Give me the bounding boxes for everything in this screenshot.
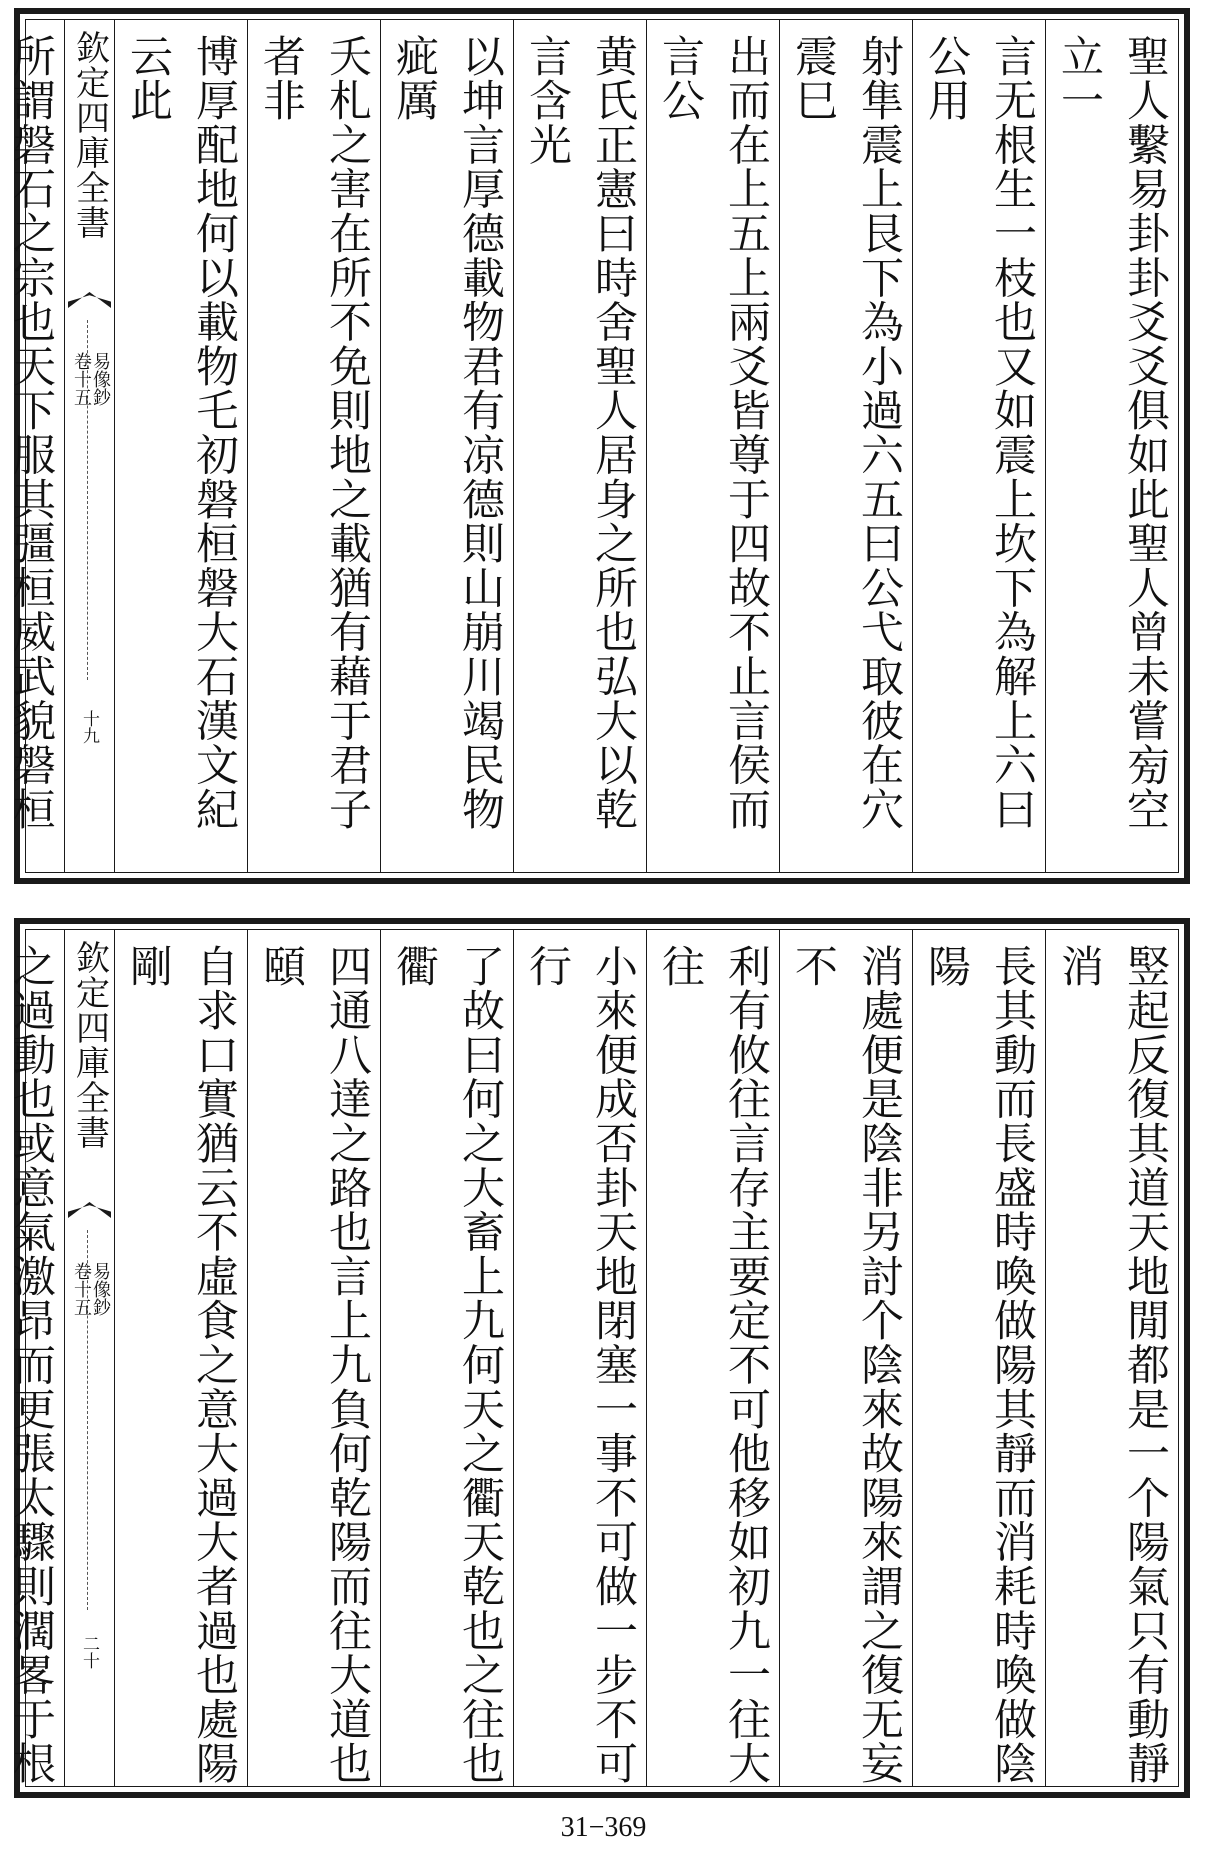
book-title: 易像鈔 (90, 352, 111, 406)
text-column: 黄氏正憲曰時舍聖人居身之所也弘大以乾言含光 (513, 20, 646, 872)
collection-title: 欽定四庫全書 (69, 30, 110, 240)
text-column: 竪起反復其道天地閒都是一个陽氣只有動靜消 (1045, 930, 1178, 1786)
text-column: 消處便是陰非另討个陰來故陽來謂之復无妄不 (779, 930, 912, 1786)
fish-tail-mark-icon (68, 292, 111, 308)
text-column: 自求口實猶云不虛食之意大過大者過也處陽剛 (114, 930, 247, 1786)
text-column: 長其動而長盛時喚做陽其靜而消耗時喚做陰陽 (912, 930, 1045, 1786)
volume-number: 卷十五 (71, 352, 92, 406)
text-column: 射隼震上艮下為小過六五曰公弋取彼在穴震巳 (779, 20, 912, 872)
book-title: 易像鈔 (90, 1262, 111, 1316)
text-column: 小來便成否卦天地閉塞一事不可做一步不可行 (513, 930, 646, 1786)
page-number: 二十 (79, 1635, 99, 1669)
text-column: 所謂磐石之宗也天下服其彊桓威武貌磐桓 (0, 20, 64, 872)
text-column: 之過動也或意氣激昂而更張太驟則濶畧于根 (0, 930, 64, 1786)
text-column: 以坤言厚德載物君有凉德則山崩川竭民物疵厲 (380, 20, 513, 872)
text-column: 夭札之害在所不免則地之載猶有藉于君子者非 (247, 20, 380, 872)
center-fold-top (64, 20, 114, 872)
text-grid-top (6, 19, 1179, 873)
collection-title: 欽定四庫全書 (69, 940, 110, 1150)
page-top (6, 8, 1190, 884)
text-column: 四通八達之路也言上九負何乾陽而往大道也頤 (247, 930, 380, 1786)
fish-tail-mark-icon (68, 1202, 111, 1218)
text-column: 利有攸往言存主要定不可他移如初九一往大往 (646, 930, 779, 1786)
text-column: 出而在上五上兩爻皆尊于四故不止言侯而言公 (646, 20, 779, 872)
text-column: 博厚配地何以載物乇初磐桓磐大石漢文紀云此 (114, 20, 247, 872)
text-column: 了故曰何之大畜上九何天之衢天乾也之往也衢 (380, 930, 513, 1786)
text-column: 聖人繫易卦卦爻爻俱如此聖人曾未嘗㫄空立一 (1045, 20, 1178, 872)
center-fold-bottom (64, 930, 114, 1786)
volume-number: 卷十五 (71, 1262, 92, 1316)
text-column: 言无根生一枝也又如震上坎下為解上六曰公用 (912, 20, 1045, 872)
page-bottom (6, 918, 1190, 1798)
footer-page-code: 31−369 (560, 1812, 647, 1843)
page-number: 十九 (79, 710, 99, 744)
text-grid-bottom (6, 929, 1179, 1787)
